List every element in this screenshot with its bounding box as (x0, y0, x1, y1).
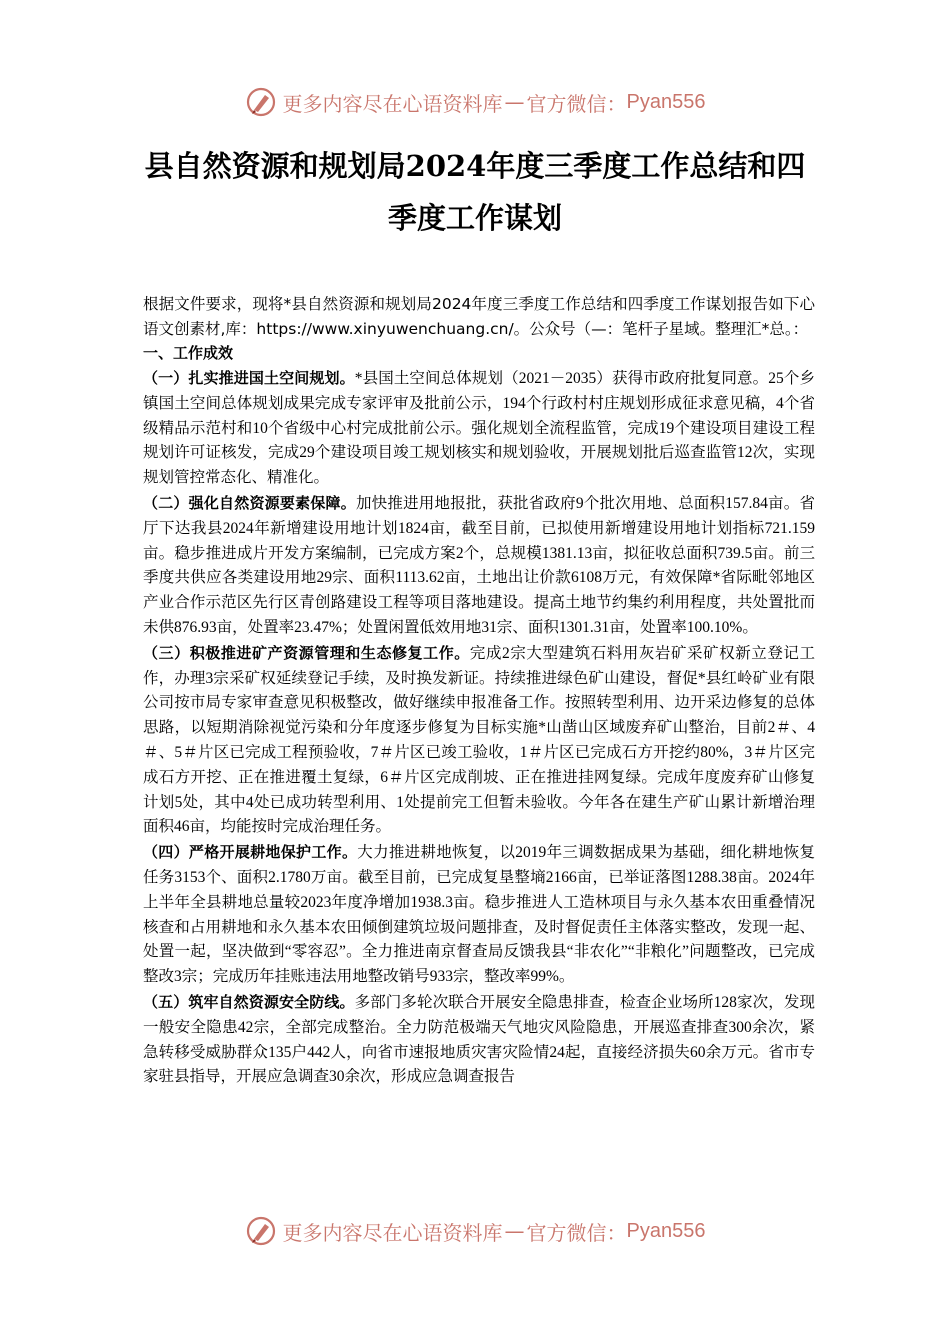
pen-nib-logo-icon (245, 86, 277, 118)
footer-watermark-banner (0, 1211, 950, 1251)
title-line-2: 季度工作谋划 (387, 201, 562, 235)
section-item (143, 840, 815, 990)
banner-label: 官方微信： (526, 1220, 627, 1245)
item-text: 多部门多轮次联合开展安全隐患排查，检查企业场所128家次，发现一般安全隐患42宗，全部完成整治。全力防范极端天气地灾风险隐患，开展巡查排查300余次，紧急转移受威胁群众135户442人，向省市速报地质灾害灾险情24起，直接经济损失60余万元。省市专家驻县指导，开展应急调查30余次，形成应急调查报告 (143, 993, 815, 1086)
document-body (143, 292, 815, 1090)
section-item (143, 990, 815, 1090)
item-lead: （五）筑牢自然资源安全防线。 (143, 992, 355, 1011)
pen-nib-logo-icon (245, 1215, 277, 1247)
document-title (100, 140, 850, 244)
section-heading: 一、工作成效 (143, 344, 234, 363)
item-lead: （三）积极推进矿产资源管理和生态修复工作。 (143, 643, 470, 662)
banner-text: 更多内容尽在心语资料库 (282, 1220, 503, 1245)
banner-label: 官方微信： (526, 91, 627, 116)
banner-separator: — (504, 1219, 525, 1243)
section-item (143, 491, 815, 641)
item-text: 大力推进耕地恢复，以2019年三调数据成果为基础，细化耕地恢复任务3153个、面积2.1780万亩。截至目前，已完成复垦整墒2166亩，已举证落图1288.38亩。2024年上半年全县耕地总量较2023年度净增加1938.3亩。稳步推进人工造林项目与永久基本农田重叠情况核查和占用耕地和永久基本农田倾倒建筑垃圾问题排查，及时督促责任主体落实整改，发现一起、处置一起，坚决做到“零容忍”。全力推进南京督查局反馈我县“非农化”“非粮化”问题整改，已完成整改3宗；完成历年挂账违法用地整改销号933宗，整改率99%。 (143, 844, 815, 986)
banner-handle: Pyan556 (626, 90, 706, 113)
item-text: 加快推进用地报批，获批省政府9个批次用地、总面积157.84亩。省厅下达我县2024年新增建设用地计划1824亩，截至目前，已拟使用新增建设用地计划指标721.159亩。稳步推进成片开发方案编制，已完成方案2个，总规模1381.13亩，拟征收总面积739.5亩。前三季度共供应各类建设用地29宗、面积1113.62亩，土地出让价款6108万元，有效保障*省际毗邻地区产业合作示范区先行区青创路建设工程等项目落地建设。提高土地节约集约利用程度，共处置批而未供876.93亩，处置率23.47%；处置闲置低效用地31宗、面积1301.31亩，处置率100.10%。 (143, 494, 815, 636)
banner-handle: Pyan556 (626, 1219, 706, 1242)
title-line-1: 县自然资源和规划局2024年度三季度工作总结和四 (144, 149, 806, 183)
banner-separator: — (504, 90, 525, 114)
item-text: *县国土空间总体规划（2021－2035）获得市政府批复同意。25个乡镇国土空间总体规划成果完成专家评审及批前公示，194个行政村村庄规划形成征求意见稿，4个省级精品示范村和10个省级中心村完成批前公示。强化规划全流程监管，完成19个建设项目建设工程规划许可证核发，完成29个建设项目竣工规划核实和规划验收，开展规划批后巡查监管12次，实现规划管控常态化、精准化。 (143, 369, 815, 487)
intro-paragraph: 根据文件要求，现将*县自然资源和规划局2024年度三季度工作总结和四季度工作谋划报告如下心语文创素材,库：https://www.xinyuwenchuang.cn/。公众号（—：笔杆子星域。整理汇*总。： (143, 295, 815, 338)
section-item (143, 366, 815, 491)
header-watermark-banner (0, 82, 950, 122)
item-text: 完成2宗大型建筑石料用灰岩矿采矿权新立登记工作，办理3宗采矿权延续登记手续，及时换发新证。持续推进绿色矿山建设，督促*县红岭矿业有限公司按市局专家审查意见积极整改，做好继续申报准备工作。按照转型利用、边开采边修复的总体思路，以短期消除视觉污染和分年度逐步修复为目标实施*山凿山区域废弃矿山整治，目前2＃、4＃、5＃片区已完成工程预验收，7＃片区已竣工验收，1＃片区已完成石方开挖约80%，3＃片区完成石方开挖、正在推进覆土复绿，6＃片区完成削坡、正在推进挂网复绿。完成年度废弃矿山修复计划5处，其中4处已成功转型利用、1处提前完工但暂未验收。今年各在建生产矿山累计新增治理面积46亩，均能按时完成治理任务。 (143, 644, 815, 836)
item-lead: （四）严格开展耕地保护工作。 (143, 843, 358, 862)
item-lead: （二）强化自然资源要素保障。 (143, 493, 356, 512)
item-lead: （一）扎实推进国土空间规划。 (143, 368, 355, 387)
section-item (143, 641, 815, 840)
banner-text: 更多内容尽在心语资料库 (282, 91, 503, 116)
